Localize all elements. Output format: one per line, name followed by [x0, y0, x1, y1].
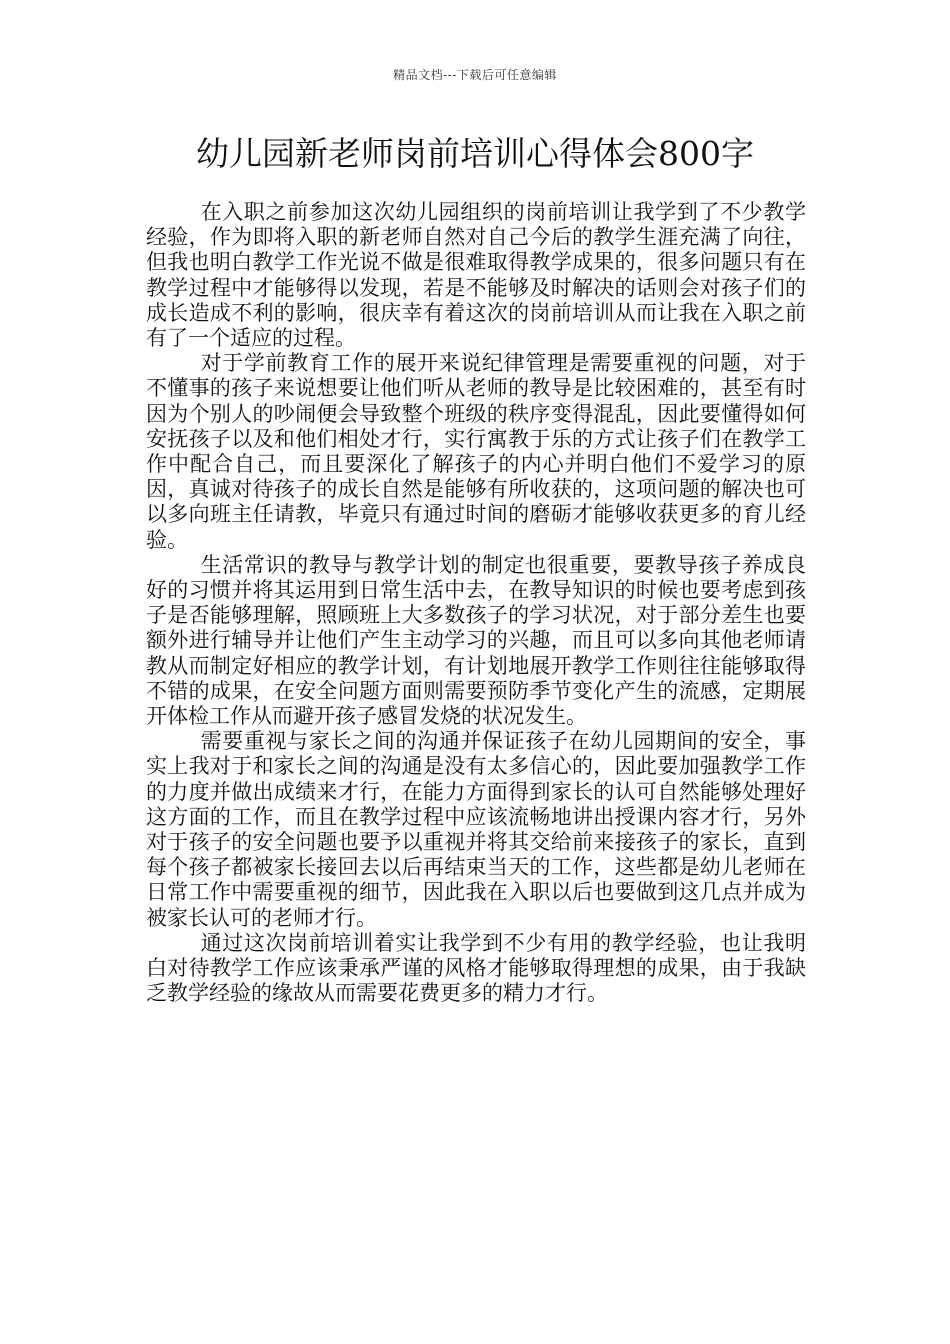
- paragraph-1: 在入职之前参加这次幼儿园组织的岗前培训让我学到了不少教学经验，作为即将入职的新老师自然对自己今后的教学生涯充满了向往，但我也明白教学工作光说不做是很难取得教学成果的，很多问题只有在教学过程中才能够得以发现，若是不能够及时解决的话则会对孩子们的成长造成不利的影响，很庆幸有着这次的岗前培训从而让我在入职之前有了一个适应的过程。: [146, 200, 806, 351]
- paragraph-4: 需要重视与家长之间的沟通并保证孩子在幼儿园期间的安全，事实上我对于和家长之间的沟通是没有太多信心的，因此要加强教学工作的力度并做出成绩来才行，在能力方面得到家长的认可自然能够处理好这方面的工作，而且在教学过程中应该流畅地讲出授课内容才行，另外对于孩子的安全问题也要予以重视并将其交给前来接孩子的家长，直到每个孩子都被家长接回去以后再结束当天的工作，这些都是幼儿老师在日常工作中需要重视的细节，因此我在入职以后也要做到这几点并成为被家长认可的老师才行。: [146, 729, 806, 930]
- paragraph-3: 生活常识的教导与教学计划的制定也很重要，要教导孩子养成良好的习惯并将其运用到日常生活中去，在教导知识的时候也要考虑到孩子是否能够理解，照顾班上大多数孩子的学习状况，对于部分差生也要额外进行辅导并让他们产生主动学习的兴趣，而且可以多向其他老师请教从而制定好相应的教学计划，有计划地展开教学工作则往往能够取得不错的成果，在安全问题方面则需要预防季节变化产生的流感，定期展开体检工作从而避开孩子感冒发烧的状况发生。: [146, 552, 806, 729]
- paragraph-5: 通过这次岗前培训着实让我学到不少有用的教学经验，也让我明白对待教学工作应该秉承严谨的风格才能够取得理想的成果，由于我缺乏教学经验的缘故从而需要花费更多的精力才行。: [146, 930, 806, 1006]
- document-title: 幼儿园新老师岗前培训心得体会800字: [196, 134, 754, 173]
- header-note: 精品文档---下载后可任意编辑: [393, 68, 557, 82]
- paragraph-2: 对于学前教育工作的展开来说纪律管理是需要重视的问题，对于不懂事的孩子来说想要让他们听从老师的教导是比较困难的，甚至有时因为个别人的吵闹便会导致整个班级的秩序变得混乱，因此要懂得如何安抚孩子以及和他们相处才行，实行寓教于乐的方式让孩子们在教学工作中配合自己，而且要深化了解孩子的内心并明白他们不爱学习的原因，真诚对待孩子的成长自然是能够有所收获的，这项问题的解决也可以多向班主任请教，毕竟只有通过时间的磨砺才能够收获更多的育儿经验。: [146, 351, 806, 552]
- document-body: [146, 200, 806, 1007]
